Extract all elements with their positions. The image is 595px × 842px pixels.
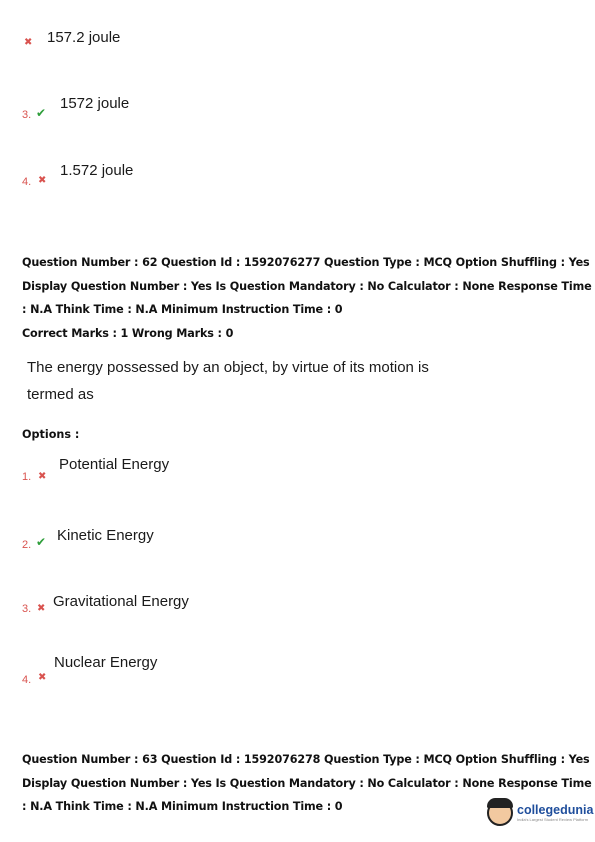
- meta-line: Question Number : 63 Question Id : 1592076278 Question Type : MCQ Option Shuffling : Yes: [22, 753, 590, 766]
- option-number: 4.: [22, 674, 32, 686]
- option-text: 1572 joule: [60, 95, 130, 112]
- option-text: Nuclear Energy: [54, 654, 158, 671]
- option-text: 1.572 joule: [60, 162, 134, 179]
- option-text: Gravitational Energy: [53, 593, 189, 610]
- mascot-icon: [487, 800, 513, 826]
- options-label: Options :: [22, 428, 80, 441]
- option-text: Kinetic Energy: [57, 527, 154, 544]
- meta-line: Display Question Number : Yes Is Question Mandatory : No Calculator : None Response Time: [22, 776, 592, 790]
- meta-line: Display Question Number : Yes Is Question Mandatory : No Calculator : None Response Time: [22, 279, 592, 293]
- cross-icon: ✖: [38, 175, 47, 186]
- cross-icon: ✖: [38, 471, 47, 482]
- logo-name: collegedunia: [517, 802, 594, 817]
- meta-line: : N.A Think Time : N.A Minimum Instruction Time : 0: [22, 303, 343, 316]
- option-number: 4.: [22, 176, 32, 188]
- stem-line: The energy possessed by an object, by virtue of its motion is: [27, 359, 429, 376]
- option-number: 3.: [22, 109, 32, 121]
- cross-icon: ✖: [24, 37, 33, 48]
- option-text: Potential Energy: [59, 456, 170, 473]
- check-icon: ✔: [36, 535, 47, 549]
- cross-icon: ✖: [37, 603, 46, 614]
- option-number: 3.: [22, 603, 32, 615]
- option-number: 1.: [22, 471, 32, 483]
- question-stem: [27, 354, 429, 408]
- meta-line: Question Number : 62 Question Id : 1592076277 Question Type : MCQ Option Shuffling : Yes: [22, 256, 590, 269]
- option-number: 2.: [22, 539, 32, 551]
- cross-icon: ✖: [38, 672, 47, 683]
- logo-tagline: India's Largest Student Review Platform: [517, 816, 589, 822]
- option-text: 157.2 joule: [47, 29, 121, 46]
- stem-line: termed as: [27, 386, 94, 403]
- collegedunia-logo: [487, 796, 594, 830]
- question-meta: [22, 251, 592, 345]
- check-icon: ✔: [36, 106, 47, 120]
- meta-line: : N.A Think Time : N.A Minimum Instruction Time : 0: [22, 800, 343, 813]
- marks-line: Correct Marks : 1 Wrong Marks : 0: [22, 326, 234, 340]
